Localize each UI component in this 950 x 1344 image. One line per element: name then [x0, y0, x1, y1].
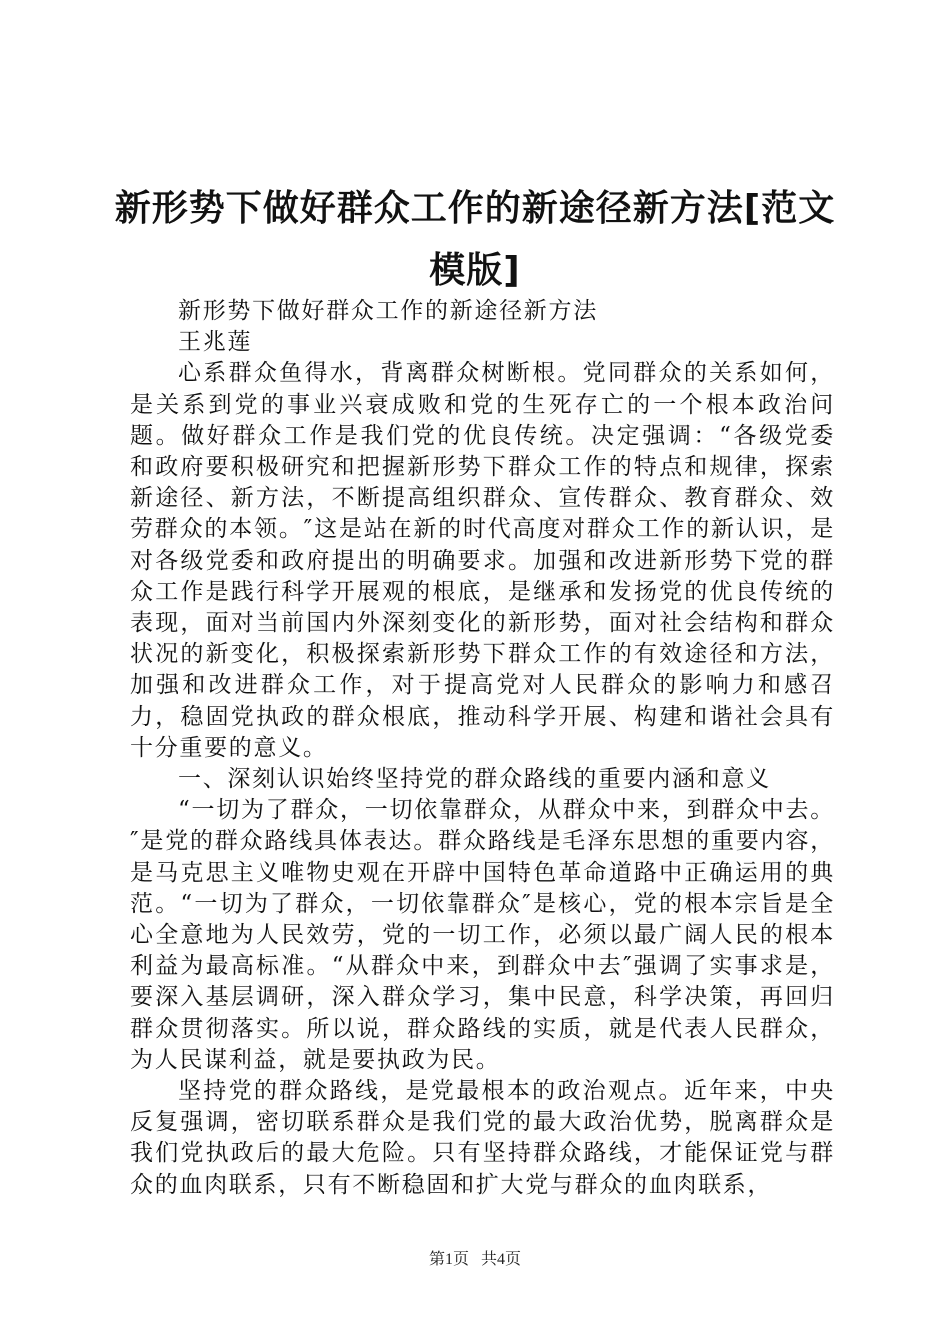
author-paragraph: 王兆莲 [178, 329, 253, 356]
document-title: 新形势下做好群众工作的新途径新方法[范文模版] [114, 188, 836, 291]
page-total: 共4页 [481, 1251, 522, 1268]
body-paragraph: “一切为了群众，一切依靠群众，从群众中来，到群众中去。″是党的群众路线具体表达。群众路线是毛泽东思想的重要内容，是马克思主义唯物史观在开辟中国特色革命道路中正确运用的典范。“一切为了群众，一切依靠群众″是核心，党的根本宗旨是全心全意地为人民效劳，党的一切工作，必须以最广阔人民的根本利益为最高标准。“从群众中来，到群众中去″强调了实事求是，要深入基层调研，深入群众学习，集中民意，科学决策，再回归群众贯彻落实。所以说，群众路线的实质，就是代表人民群众，为人民谋利益，就是要执政为民。 [130, 797, 835, 1073]
body-paragraph: 心系群众鱼得水，背离群众树断根。党同群众的关系如何，是关系到党的事业兴衰成败和党的生死存亡的一个根本政治问题。做好群众工作是我们党的优良传统。决定强调：“各级党委和政府要积极研究和把握新形势下群众工作的特点和规律，探索新途径、新方法，不断提高组织群众、宣传群众、教育群众、效劳群众的本领。″这是站在新的时代高度对群众工作的新认识，是对各级党委和政府提出的明确要求。加强和改进新形势下党的群众工作是践行科学开展观的根底，是继承和发扬党的优良传统的表现，面对当前国内外深刻变化的新形势，面对社会结构和群众状况的新变化，积极探索新形势下群众工作的有效途径和方法，加强和改进群众工作，对于提高党对人民群众的影响力和感召力，稳固党执政的群众根底，推动科学开展、构建和谐社会具有十分重要的意义。 [130, 360, 835, 761]
body-paragraph: 坚持党的群众路线，是党最根本的政治观点。近年来，中央反复强调，密切联系群众是我们党的最大政治优势，脱离群众是我们党执政后的最大危险。只有坚持群众路线，才能保证党与群众的血肉联系，只有不断稳固和扩大党与群众的血肉联系， [130, 1078, 835, 1198]
page-number: 第1页 [428, 1251, 469, 1268]
page-footer [0, 1250, 950, 1270]
document-body [130, 296, 835, 1201]
subtitle-paragraph: 新形势下做好群众工作的新途径新方法 [178, 298, 598, 324]
section-heading: 一、深刻认识始终坚持党的群众路线的重要内涵和意义 [178, 766, 771, 793]
